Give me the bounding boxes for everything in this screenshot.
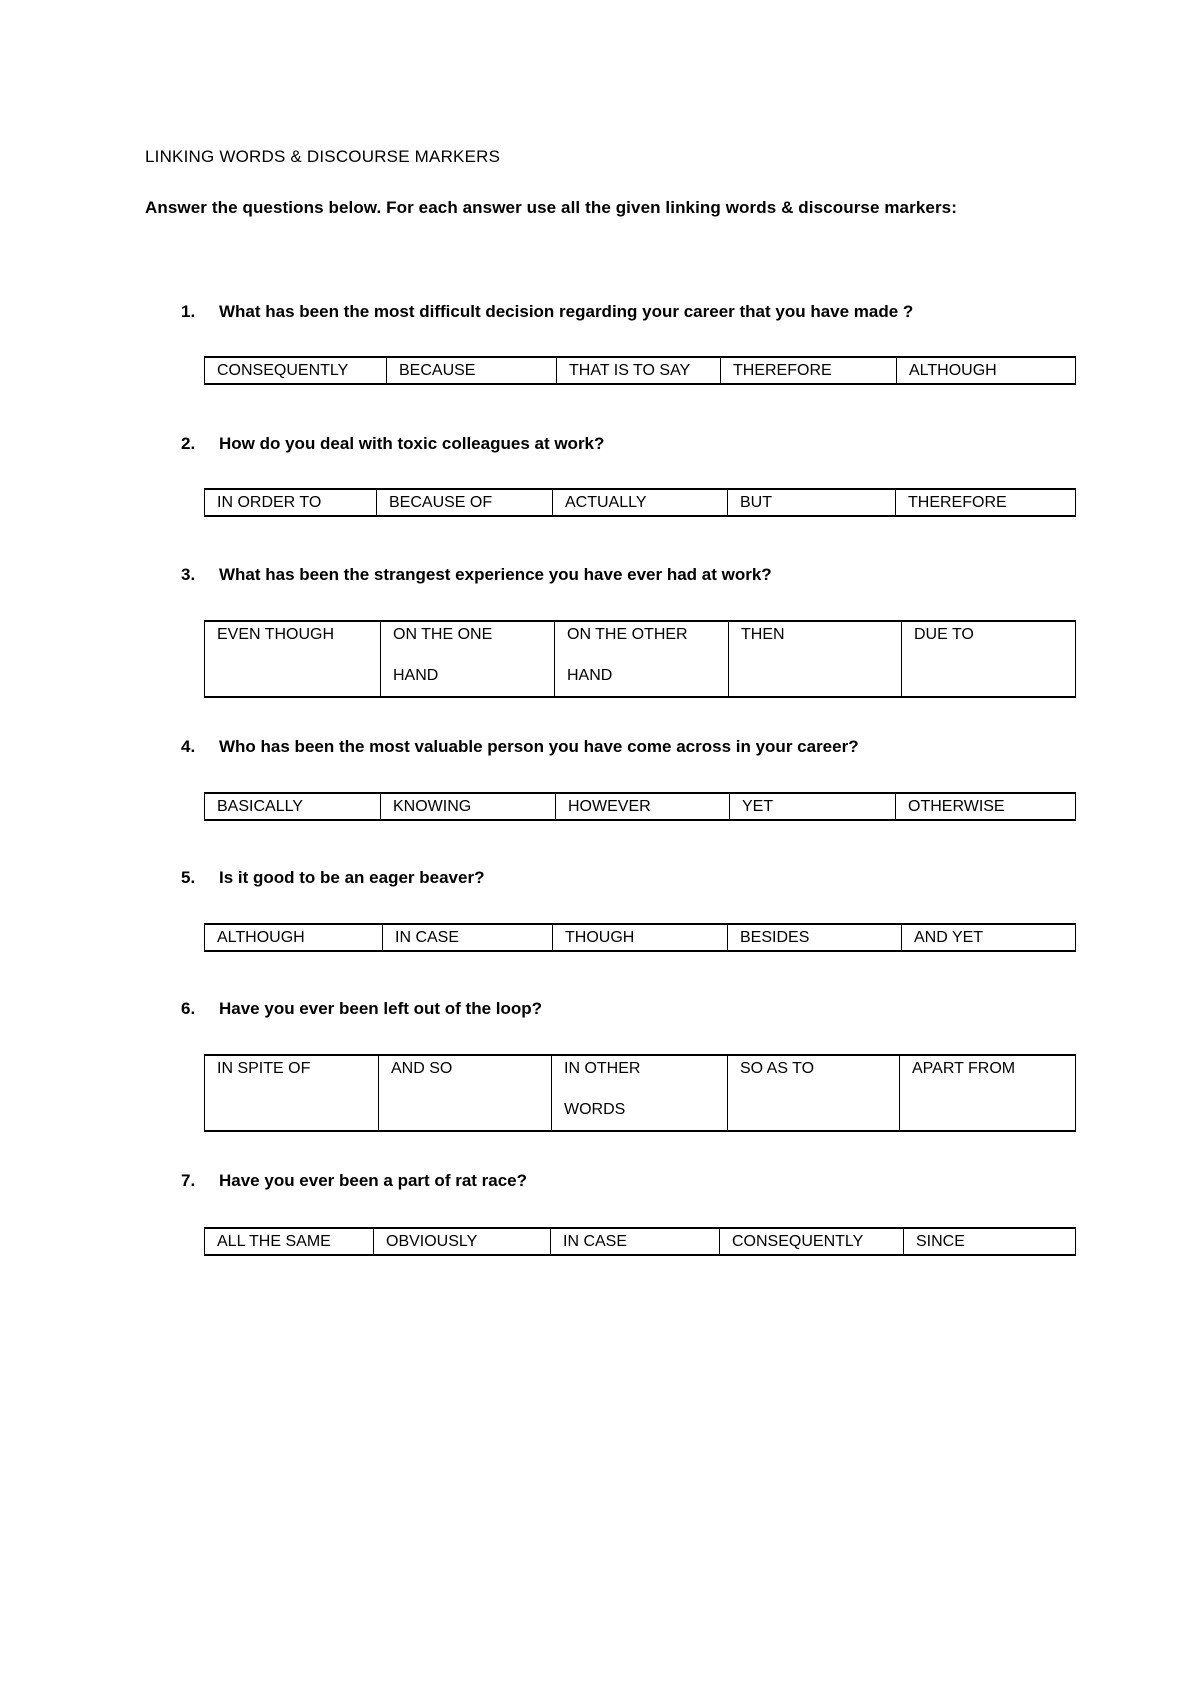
question-number: 3. bbox=[181, 565, 196, 584]
word-cell: KNOWING bbox=[381, 793, 556, 820]
word-cell-text: DUE TO bbox=[914, 626, 974, 643]
word-cell-text: EVEN THOUGH bbox=[217, 626, 335, 643]
word-cell bbox=[902, 621, 1076, 697]
word-cell-text: ON THE OTHER HAND bbox=[567, 626, 688, 684]
word-cell-text: APART FROM bbox=[912, 1060, 1016, 1077]
instruction-text: Answer the questions below. For each answer use all the given linking words & discourse markers: bbox=[145, 198, 957, 217]
word-cell: THOUGH bbox=[553, 924, 728, 951]
question-text: Who has been the most valuable person you have come across in your career? bbox=[219, 737, 859, 756]
word-cell: IN ORDER TO bbox=[205, 489, 377, 516]
question-1 bbox=[145, 302, 1085, 322]
word-cell-text: ON THE ONE HAND bbox=[393, 626, 493, 684]
word-table-6 bbox=[204, 1054, 1076, 1132]
question-6 bbox=[145, 999, 1085, 1019]
word-table-7 bbox=[204, 1227, 1076, 1256]
word-cell: ALTHOUGH bbox=[205, 924, 383, 951]
question-5 bbox=[145, 868, 1085, 888]
word-cell: OBVIOUSLY bbox=[374, 1228, 551, 1255]
question-number: 7. bbox=[181, 1171, 196, 1190]
word-table-3 bbox=[204, 620, 1076, 698]
question-7 bbox=[145, 1171, 1085, 1191]
question-text: What has been the most difficult decision regarding your career that you have made ? bbox=[219, 302, 914, 321]
word-cell: SINCE bbox=[904, 1228, 1076, 1255]
word-cell: ALL THE SAME bbox=[205, 1228, 374, 1255]
word-cell: CONSEQUENTLY bbox=[720, 1228, 904, 1255]
word-cell bbox=[729, 621, 902, 697]
word-cell bbox=[205, 621, 381, 697]
word-cell: OTHERWISE bbox=[896, 793, 1076, 820]
question-text: Have you ever been left out of the loop? bbox=[219, 999, 543, 1018]
word-table-5 bbox=[204, 923, 1076, 952]
word-cell: BASICALLY bbox=[205, 793, 381, 820]
word-cell: BUT bbox=[728, 489, 896, 516]
question-text: Is it good to be an eager beaver? bbox=[219, 868, 485, 887]
word-cell-text: IN OTHER WORDS bbox=[564, 1060, 641, 1118]
question-text: What has been the strangest experience you have ever had at work? bbox=[219, 565, 772, 584]
word-cell bbox=[552, 1055, 728, 1131]
question-text: Have you ever been a part of rat race? bbox=[219, 1171, 528, 1190]
word-cell: IN CASE bbox=[383, 924, 553, 951]
word-cell: IN CASE bbox=[551, 1228, 720, 1255]
word-cell: BECAUSE OF bbox=[377, 489, 553, 516]
word-cell: AND YET bbox=[902, 924, 1076, 951]
question-text: How do you deal with toxic colleagues at work? bbox=[219, 434, 605, 453]
question-4 bbox=[145, 737, 1085, 757]
word-cell-text: IN SPITE OF bbox=[217, 1060, 311, 1077]
word-cell: ALTHOUGH bbox=[897, 357, 1076, 384]
word-cell: BESIDES bbox=[728, 924, 902, 951]
question-number: 4. bbox=[181, 737, 196, 756]
word-table-1 bbox=[204, 356, 1076, 385]
question-number: 2. bbox=[181, 434, 196, 453]
question-number: 1. bbox=[181, 302, 196, 321]
question-number: 6. bbox=[181, 999, 196, 1018]
word-table-4 bbox=[204, 792, 1076, 821]
word-cell: BECAUSE bbox=[387, 357, 557, 384]
word-cell bbox=[205, 1055, 379, 1131]
word-table-2 bbox=[204, 488, 1076, 517]
word-cell bbox=[900, 1055, 1076, 1131]
word-cell bbox=[555, 621, 729, 697]
word-cell bbox=[379, 1055, 552, 1131]
word-cell: HOWEVER bbox=[556, 793, 730, 820]
question-3 bbox=[145, 565, 1085, 585]
word-cell-text: AND SO bbox=[391, 1060, 453, 1077]
page-title: LINKING WORDS & DISCOURSE MARKERS bbox=[145, 147, 501, 166]
word-cell-text: SO AS TO bbox=[740, 1060, 815, 1077]
question-number: 5. bbox=[181, 868, 196, 887]
word-cell: ACTUALLY bbox=[553, 489, 728, 516]
word-cell bbox=[728, 1055, 900, 1131]
word-cell: YET bbox=[730, 793, 896, 820]
word-cell bbox=[381, 621, 555, 697]
word-cell: THAT IS TO SAY bbox=[557, 357, 721, 384]
word-cell: CONSEQUENTLY bbox=[205, 357, 387, 384]
word-cell: THEREFORE bbox=[896, 489, 1076, 516]
question-2 bbox=[145, 434, 1085, 454]
word-cell: THEREFORE bbox=[721, 357, 897, 384]
word-cell-text: THEN bbox=[741, 626, 785, 643]
